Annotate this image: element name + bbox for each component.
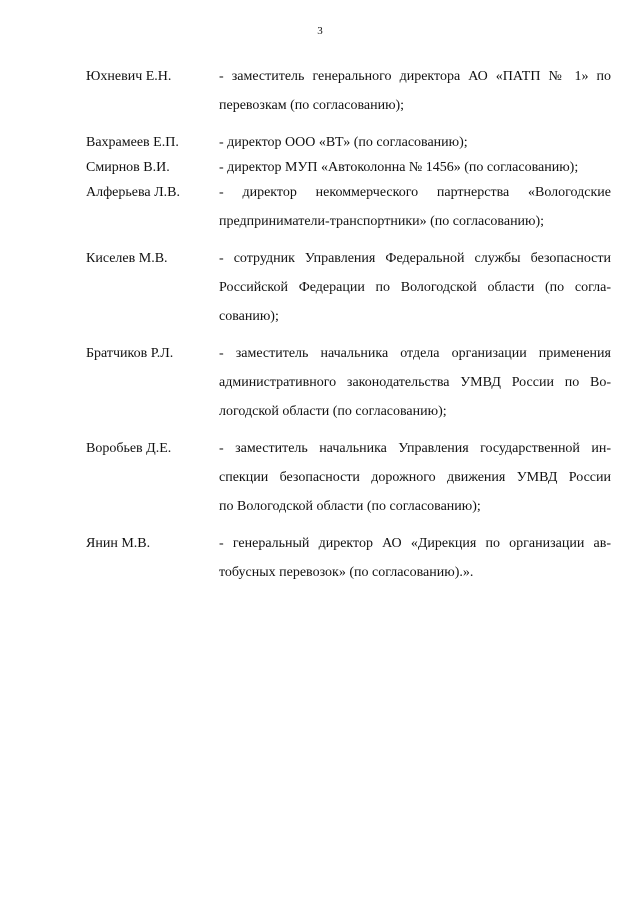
member-entry — [0, 529, 640, 587]
description-line: - директор ООО «ВТ» (по согласованию); — [219, 135, 468, 150]
description-line: - директор МУП «Автоколонна № 1456» (по согласованию); — [219, 160, 579, 175]
member-entry — [0, 244, 640, 331]
member-name: Юхневич Е.Н. — [86, 69, 172, 84]
member-entry — [0, 62, 640, 120]
description-line: - заместитель генерального директора АО «ПАТП № 1» по — [219, 69, 611, 84]
member-description — [219, 244, 611, 331]
member-description — [219, 529, 611, 587]
description-line: - заместитель начальника Управления государственной ин- — [219, 441, 611, 456]
member-entry — [0, 178, 640, 236]
member-name: Алферьева Л.В. — [86, 185, 180, 200]
member-name: Киселев М.В. — [86, 251, 168, 266]
member-description — [219, 434, 611, 521]
description-line: логодской области (по согласованию); — [219, 404, 447, 419]
description-line: сованию); — [219, 309, 279, 324]
description-line: предприниматели-транспортники» (по согласованию); — [219, 214, 545, 229]
description-line: по Вологодской области (по согласованию); — [219, 499, 481, 514]
member-name: Смирнов В.И. — [86, 160, 170, 175]
description-line: - директор некоммерческого партнерства «Вологодские — [219, 185, 611, 200]
member-name: Воробьев Д.Е. — [86, 441, 172, 456]
description-line: - генеральный директор АО «Дирекция по организации ав- — [219, 536, 611, 551]
description-line: - сотрудник Управления Федеральной службы безопасности — [219, 251, 611, 266]
description-line: - заместитель начальника отдела организации применения — [219, 346, 611, 361]
description-line: Российской Федерации по Вологодской области (по согла- — [219, 280, 611, 295]
member-entry — [0, 434, 640, 521]
member-name: Янин М.В. — [86, 536, 151, 551]
member-description — [219, 178, 611, 236]
description-line: перевозкам (по согласованию); — [219, 98, 405, 113]
description-line: административного законодательства УМВД России по Во- — [219, 375, 611, 390]
member-description — [219, 62, 611, 120]
member-name: Вахрамеев Е.П. — [86, 135, 179, 150]
members-list — [0, 62, 640, 595]
description-line: спекции безопасности дорожного движения УМВД России — [219, 470, 611, 485]
description-line: тобусных перевозок» (по согласованию).». — [219, 565, 474, 580]
member-description — [219, 339, 611, 426]
member-name: Братчиков Р.Л. — [86, 346, 174, 361]
page-number: 3 — [317, 25, 323, 37]
member-entry — [0, 339, 640, 426]
